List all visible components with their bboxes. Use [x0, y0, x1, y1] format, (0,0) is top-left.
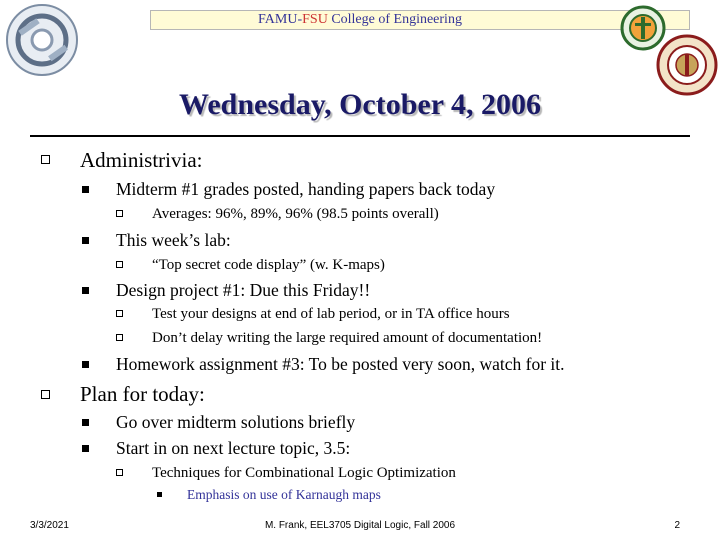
- bullet-icon: [116, 261, 123, 268]
- title-rule: [30, 135, 690, 137]
- plan-item-2: Start in on next lecture topic, 3.5:: [116, 438, 351, 458]
- slide-title: Wednesday, October 4, 2006: [179, 88, 541, 121]
- footer-date: 3/3/2021: [30, 520, 69, 531]
- plan-heading: Plan for today:: [80, 382, 205, 406]
- averages-item: Averages: 96%, 89%, 96% (98.5 points overall): [152, 206, 439, 222]
- design-item: Design project #1: Due this Friday!!: [116, 280, 371, 300]
- bullet-icon: [82, 237, 89, 244]
- fsu-seal-icon: [656, 34, 718, 96]
- bullet-icon: [116, 310, 123, 317]
- bullet-icon: [82, 361, 89, 368]
- lab-item: This week’s lab:: [116, 230, 231, 250]
- bullet-icon: [41, 155, 50, 164]
- engineering-college-logo-icon: [4, 2, 80, 78]
- design-sub-2: Don’t delay writing the large required amount of documentation!: [152, 330, 543, 346]
- footer-page-number: 2: [674, 520, 680, 531]
- plan-subsub-item: Emphasis on use of Karnaugh maps: [187, 487, 381, 502]
- footer-course: M. Frank, EEL3705 Digital Logic, Fall 2006: [264, 520, 456, 531]
- plan-sub-item: Techniques for Combinational Logic Optimization: [152, 465, 456, 481]
- homework-item: Homework assignment #3: To be posted very soon, watch for it.: [116, 354, 565, 374]
- bullet-icon: [41, 390, 50, 399]
- midterm-item: Midterm #1 grades posted, handing papers back today: [116, 179, 496, 199]
- bullet-icon: [157, 492, 162, 497]
- header-fsu: FSU: [302, 12, 328, 27]
- plan-item-1: Go over midterm solutions briefly: [116, 412, 356, 432]
- design-sub-1: Test your designs at end of lab period, or in TA office hours: [152, 306, 510, 322]
- bullet-icon: [82, 186, 89, 193]
- bullet-icon: [116, 469, 123, 476]
- header-college: College of Engineering: [327, 12, 462, 27]
- bullet-icon: [82, 419, 89, 426]
- bullet-icon: [116, 210, 123, 217]
- bullet-icon: [116, 334, 123, 341]
- bullet-icon: [82, 287, 89, 294]
- header-title: [150, 11, 570, 29]
- bullet-icon: [82, 445, 89, 452]
- admin-heading: Administrivia:: [80, 148, 203, 172]
- header-famu: FAMU-: [258, 12, 303, 27]
- lab-topic-item: “Top secret code display” (w. K-maps): [152, 257, 385, 273]
